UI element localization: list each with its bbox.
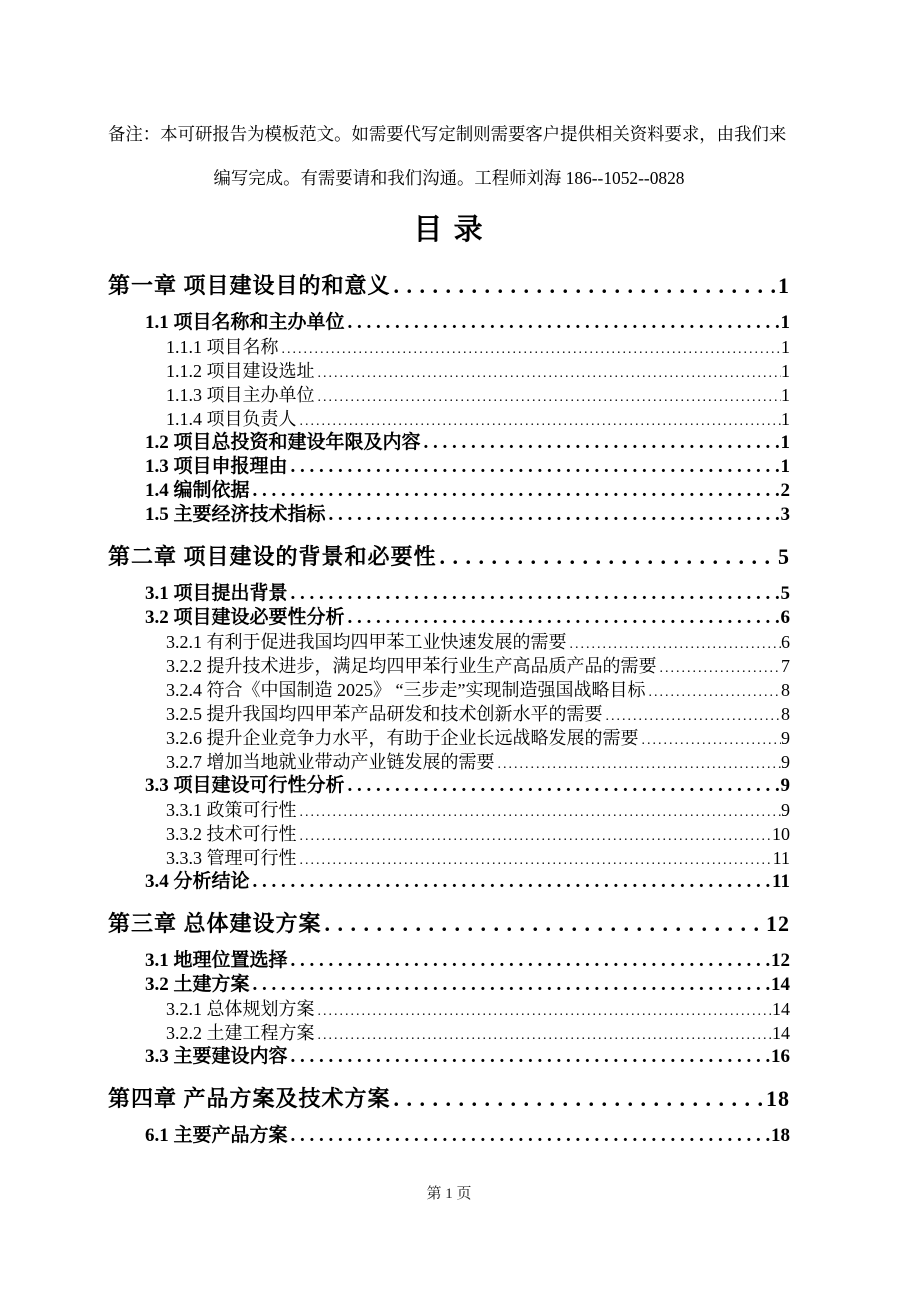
dot-leader	[250, 870, 773, 894]
toc-entry-page: 14	[771, 974, 790, 995]
dot-leader	[297, 846, 773, 873]
toc-entry-page: 1	[781, 385, 790, 405]
dot-leader	[437, 541, 778, 573]
toc-entry-label: 1.3 项目申报理由	[145, 456, 288, 477]
toc-entry[interactable]	[108, 1045, 790, 1069]
dot-leader	[288, 455, 781, 479]
toc-entry[interactable]	[108, 750, 790, 774]
toc-entry-label: 3.3.1 政策可行性	[166, 800, 297, 820]
dot-leader	[297, 798, 782, 825]
toc-entry-label: 3.1 项目提出背景	[145, 583, 288, 604]
toc-entry-page: 11	[772, 848, 790, 868]
toc-entry-page: 18	[771, 1125, 790, 1146]
toc-entry[interactable]	[108, 431, 790, 455]
dot-leader	[495, 750, 782, 777]
toc-entry-label: 1.1.3 项目主办单位	[166, 385, 315, 405]
toc-entry-label: 1.1 项目名称和主办单位	[145, 312, 345, 333]
toc-entry[interactable]	[108, 846, 790, 870]
toc-entry[interactable]	[108, 702, 790, 726]
toc-entry[interactable]	[108, 870, 790, 894]
toc-entry-page: 9	[781, 752, 790, 772]
disclaimer-line-1: 备注：本可研报告为模板范文。如需要代写定制则需要客户提供相关资料要求，由我们来	[108, 124, 787, 144]
dot-leader	[421, 431, 781, 455]
toc-entry-label: 3.2 土建方案	[145, 974, 250, 995]
toc-entry[interactable]	[108, 359, 790, 383]
dot-leader	[297, 822, 773, 849]
toc-entry-label: 3.2 项目建设必要性分析	[145, 607, 345, 628]
dot-leader	[288, 582, 781, 606]
toc-entry[interactable]	[108, 606, 790, 630]
dot-leader	[288, 949, 771, 973]
toc-entry-label: 3.3.3 管理可行性	[166, 848, 297, 868]
toc-entry-label: 3.2.6 提升企业竞争力水平，有助于企业长远战略发展的需要	[166, 728, 639, 748]
toc-entry-label: 3.2.4 符合《中国制造 2025》 “三步走”实现制造强国战略目标	[166, 680, 646, 700]
toc-entry-page: 1	[780, 432, 790, 453]
toc-entry-page: 7	[781, 656, 790, 676]
toc-entry-label: 3.2.1 总体规划方案	[166, 999, 315, 1019]
toc-entry-page: 1	[781, 409, 790, 429]
dot-leader	[391, 270, 778, 302]
toc-entry-label: 1.1.2 项目建设选址	[166, 361, 315, 381]
toc-entry[interactable]	[108, 726, 790, 750]
toc-entry-page: 9	[780, 775, 790, 796]
dot-leader	[315, 997, 773, 1024]
toc-entry-label: 1.1.1 项目名称	[166, 337, 279, 357]
toc-entry-page: 8	[781, 704, 790, 724]
toc-entry-page: 1	[781, 337, 790, 357]
toc-entry[interactable]	[108, 582, 790, 606]
dot-leader	[645, 678, 781, 705]
toc-entry-label: 1.5 主要经济技术指标	[145, 504, 326, 525]
dot-leader	[315, 359, 782, 386]
toc-entry-label: 第二章 项目建设的背景和必要性	[108, 544, 437, 569]
toc-entry[interactable]	[108, 311, 790, 335]
toc-entry-label: 第三章 总体建设方案	[108, 911, 322, 936]
toc-entry[interactable]	[108, 541, 790, 573]
toc-entry[interactable]	[108, 1021, 790, 1045]
toc-entry-page: 16	[771, 1046, 790, 1067]
dot-leader	[639, 726, 782, 753]
toc-entry-label: 1.4 编制依据	[145, 480, 250, 501]
toc-entry-page: 5	[778, 544, 790, 569]
page-footer: 第 1 页	[426, 1186, 472, 1202]
dot-leader	[326, 503, 781, 527]
dot-leader	[297, 407, 782, 434]
toc-entry-label: 3.2.2 提升技术进步，满足均四甲苯行业生产高品质产品的需要	[166, 656, 657, 676]
toc-entry-page: 10	[772, 824, 790, 844]
toc-entry[interactable]	[108, 1083, 790, 1115]
toc-entry-page: 8	[781, 680, 790, 700]
toc-entry-label: 3.3 项目建设可行性分析	[145, 775, 345, 796]
toc-entry-label: 第一章 项目建设目的和意义	[108, 273, 391, 298]
toc-entry[interactable]	[108, 335, 790, 359]
dot-leader	[315, 383, 782, 410]
dot-leader	[603, 702, 782, 729]
toc-entry-page: 18	[766, 1086, 790, 1111]
toc-entry-label: 1.2 项目总投资和建设年限及内容	[145, 432, 421, 453]
toc-entry-label: 3.2.1 有利于促进我国均四甲苯工业快速发展的需要	[166, 632, 567, 652]
dot-leader	[345, 774, 781, 798]
toc-entry[interactable]	[108, 270, 790, 302]
dot-leader	[391, 1083, 766, 1115]
toc-entry-page: 5	[780, 583, 790, 604]
toc-entry-page: 14	[772, 999, 790, 1019]
toc-entry-page: 6	[781, 632, 790, 652]
toc-entry[interactable]	[108, 455, 790, 479]
toc-entry-page: 14	[772, 1023, 790, 1043]
dot-leader	[288, 1124, 771, 1148]
toc-list	[108, 270, 790, 1148]
toc-entry-page: 1	[780, 312, 790, 333]
dot-leader	[288, 1045, 771, 1069]
dot-leader	[250, 479, 781, 503]
toc-title: 目 录	[413, 214, 485, 246]
toc-entry[interactable]	[108, 383, 790, 407]
toc-entry-label: 6.1 主要产品方案	[145, 1125, 288, 1146]
toc-entry[interactable]	[108, 630, 790, 654]
toc-entry[interactable]	[108, 908, 790, 940]
toc-entry-page: 12	[771, 950, 790, 971]
dot-leader	[315, 1021, 773, 1048]
toc-entry-page: 2	[780, 480, 790, 501]
toc-entry-label: 3.2.7 增加当地就业带动产业链发展的需要	[166, 752, 495, 772]
toc-entry-label: 1.1.4 项目负责人	[166, 409, 297, 429]
toc-entry-page: 11	[772, 871, 790, 892]
toc-entry-page: 1	[780, 456, 790, 477]
dot-leader	[567, 630, 782, 657]
toc-entry-page: 12	[766, 911, 790, 936]
toc-entry-label: 3.2.5 提升我国均四甲苯产品研发和技术创新水平的需要	[166, 704, 603, 724]
dot-leader	[345, 311, 781, 335]
toc-entry-page: 9	[781, 728, 790, 748]
toc-entry[interactable]	[108, 678, 790, 702]
toc-entry-label: 3.3 主要建设内容	[145, 1046, 288, 1067]
toc-entry[interactable]	[108, 503, 790, 527]
toc-entry-label: 3.1 地理位置选择	[145, 950, 288, 971]
toc-entry[interactable]	[108, 997, 790, 1021]
disclaimer-line-2: 编写完成。有需要请和我们沟通。工程师刘海 186--1052--0828	[213, 168, 685, 188]
toc-entry[interactable]	[108, 774, 790, 798]
dot-leader	[279, 335, 782, 362]
dot-leader	[657, 654, 782, 681]
toc-entry-page: 9	[781, 800, 790, 820]
disclaimer-note	[108, 112, 790, 200]
toc-entry[interactable]	[108, 973, 790, 997]
toc-entry[interactable]	[108, 1124, 790, 1148]
toc-entry-page: 6	[780, 607, 790, 628]
toc-entry[interactable]	[108, 798, 790, 822]
toc-entry[interactable]	[108, 407, 790, 431]
toc-entry[interactable]	[108, 654, 790, 678]
dot-leader	[322, 908, 766, 940]
toc-entry[interactable]	[108, 479, 790, 503]
toc-entry-label: 3.2.2 土建工程方案	[166, 1023, 315, 1043]
toc-entry-page: 1	[781, 361, 790, 381]
toc-entry-label: 3.3.2 技术可行性	[166, 824, 297, 844]
toc-entry-label: 3.4 分析结论	[145, 871, 250, 892]
dot-leader	[250, 973, 771, 997]
dot-leader	[345, 606, 781, 630]
toc-entry-label: 第四章 产品方案及技术方案	[108, 1086, 391, 1111]
toc-entry[interactable]	[108, 822, 790, 846]
toc-entry-page: 1	[778, 273, 790, 298]
toc-entry[interactable]	[108, 949, 790, 973]
toc-entry-page: 3	[780, 504, 790, 525]
